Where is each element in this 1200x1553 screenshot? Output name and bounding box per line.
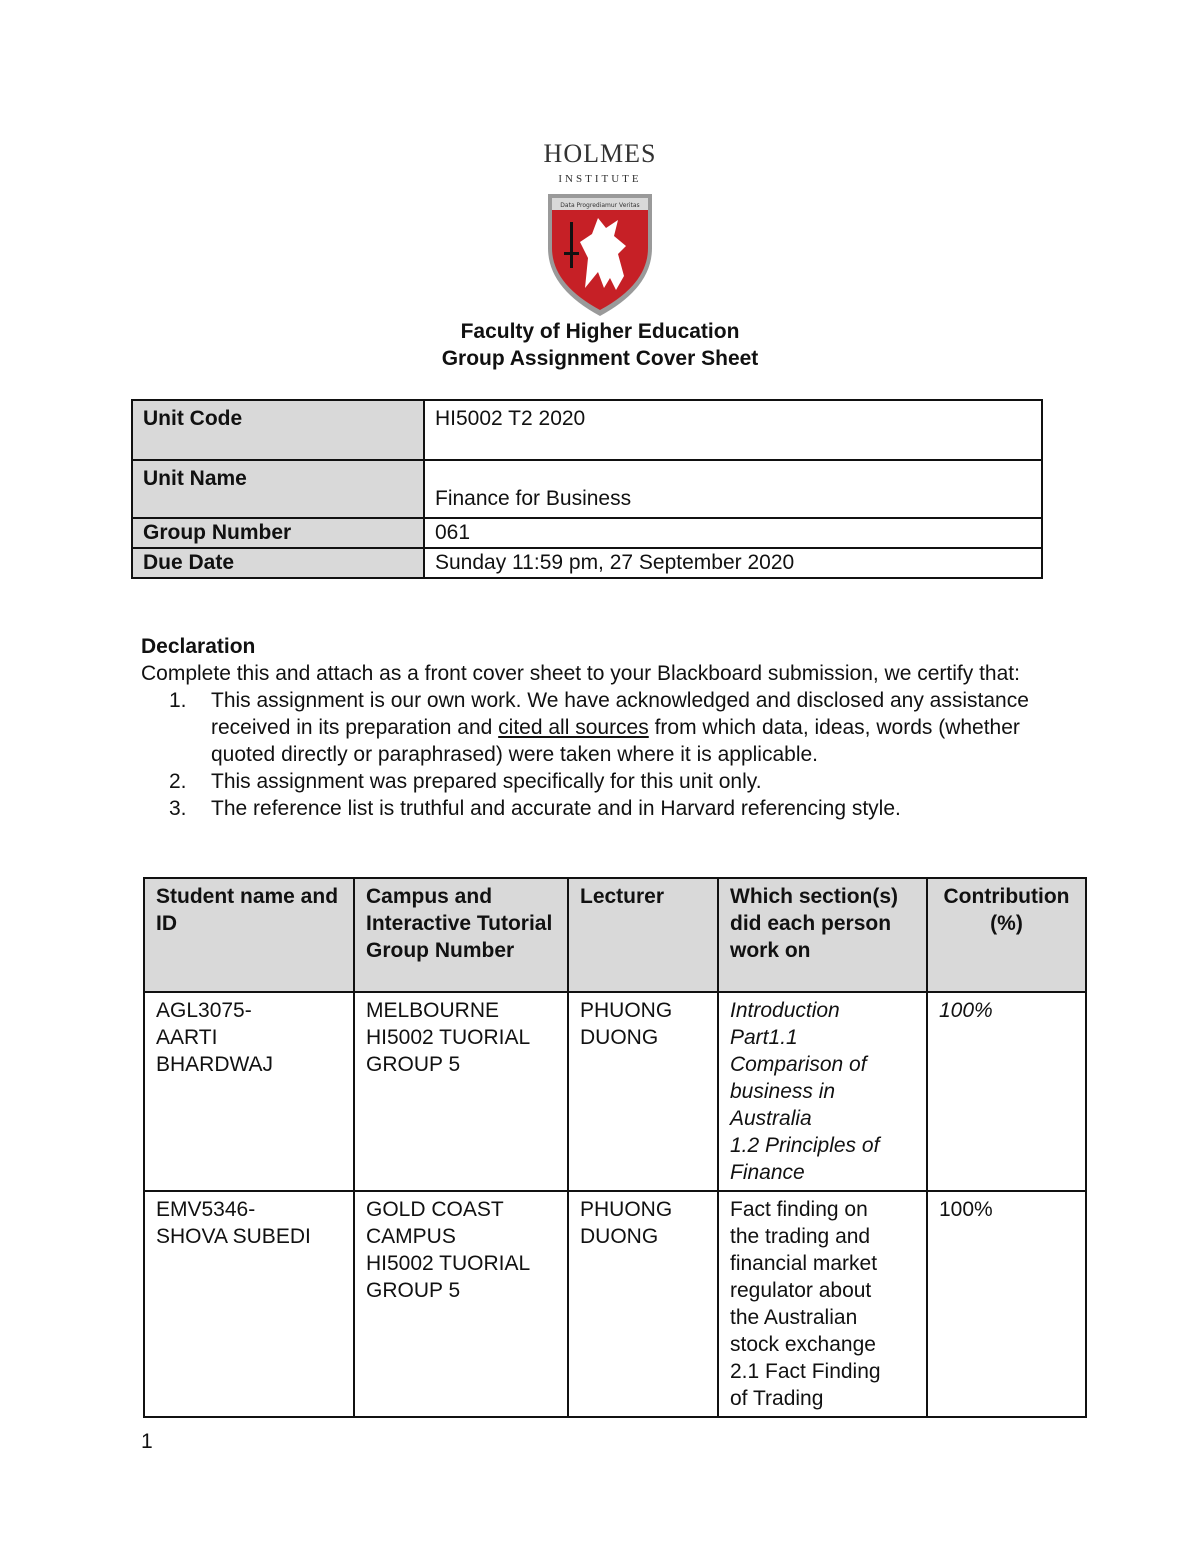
title-block — [0, 318, 1200, 372]
svg-text:INSTITUTE: INSTITUTE — [558, 173, 642, 185]
students-table — [143, 877, 1087, 1418]
table-row — [132, 518, 1042, 548]
crest-icon — [540, 138, 660, 318]
item-number: 2. — [169, 770, 187, 793]
declaration-list — [141, 687, 1041, 822]
list-item — [141, 687, 1041, 768]
table-header-row — [144, 878, 1086, 992]
header-lecturer: Lecturer — [568, 878, 718, 992]
student-name-cell: AGL3075- AARTI BHARDWAJ — [144, 992, 354, 1191]
table-row — [144, 992, 1086, 1191]
holmes-institute-logo — [540, 138, 660, 318]
table-row — [132, 460, 1042, 518]
table-row — [144, 1191, 1086, 1417]
contribution-cell: 100% — [927, 1191, 1086, 1417]
item-text: This assignment was prepared specifically for this unit only. — [211, 770, 762, 793]
due-date-value: Sunday 11:59 pm, 27 September 2020 — [424, 548, 1042, 578]
list-item — [141, 768, 1041, 795]
declaration-heading: Declaration — [141, 635, 256, 658]
unit-code-value: HI5002 T2 2020 — [424, 400, 1042, 460]
sections-cell: Introduction Part1.1 Comparison of business in Australia 1.2 Principles of Finance — [718, 992, 927, 1191]
item-text — [169, 687, 1041, 768]
campus-cell: GOLD COAST CAMPUS HI5002 TUORIAL GROUP 5 — [354, 1191, 568, 1417]
page-number: 1 — [141, 1430, 153, 1453]
cover-sheet-heading: Group Assignment Cover Sheet — [441, 347, 759, 370]
faculty-heading: Faculty of Higher Education — [460, 320, 740, 343]
unit-name-cell — [424, 460, 1042, 518]
campus-cell: MELBOURNE HI5002 TUORIAL GROUP 5 — [354, 992, 568, 1191]
svg-text:HOLMES: HOLMES — [543, 139, 657, 168]
item-text: The reference list is truthful and accurate and in Harvard referencing style. — [211, 797, 901, 820]
header-student-name: Student name and ID — [144, 878, 354, 992]
item-number: 1. — [169, 689, 187, 712]
item-number: 3. — [169, 797, 187, 820]
contribution-cell: 100% — [927, 992, 1086, 1191]
unit-code-label: Unit Code — [132, 400, 424, 460]
group-number-value: 061 — [424, 518, 1042, 548]
declaration-section — [141, 633, 1041, 822]
header-contribution: Contribution (%) — [927, 878, 1086, 992]
table-row — [132, 400, 1042, 460]
unit-info-table — [131, 399, 1043, 579]
due-date-label: Due Date — [132, 548, 424, 578]
header-campus: Campus and Interactive Tutorial Group Number — [354, 878, 568, 992]
table-row — [132, 548, 1042, 578]
item-text-pre: This assignment is our own work. We have acknowledged and disclosed any assistance received in its preparation and — [211, 689, 1029, 739]
unit-name-value: Finance for Business — [435, 487, 632, 510]
header-sections: Which section(s) did each person work on — [718, 878, 927, 992]
list-item — [141, 795, 1041, 822]
svg-text:Data Progrediamur Veritas: Data Progrediamur Veritas — [560, 202, 640, 209]
group-number-label: Group Number — [132, 518, 424, 548]
unit-name-label: Unit Name — [132, 460, 424, 518]
declaration-intro: Complete this and attach as a front cover sheet to your Blackboard submission, we certify that: — [141, 662, 1020, 685]
lecturer-cell: PHUONG DUONG — [568, 992, 718, 1191]
cited-sources-text: cited all sources — [498, 716, 649, 739]
sections-cell: Fact finding on the trading and financial market regulator about the Australian stock exchange 2.1 Fact Finding of Trading — [718, 1191, 927, 1417]
lecturer-cell: PHUONG DUONG — [568, 1191, 718, 1417]
student-name-cell: EMV5346- SHOVA SUBEDI — [144, 1191, 354, 1417]
item-text-post: from which data, ideas, words (whether quoted directly or paraphrased) were taken where it is applicable. — [211, 716, 1020, 766]
